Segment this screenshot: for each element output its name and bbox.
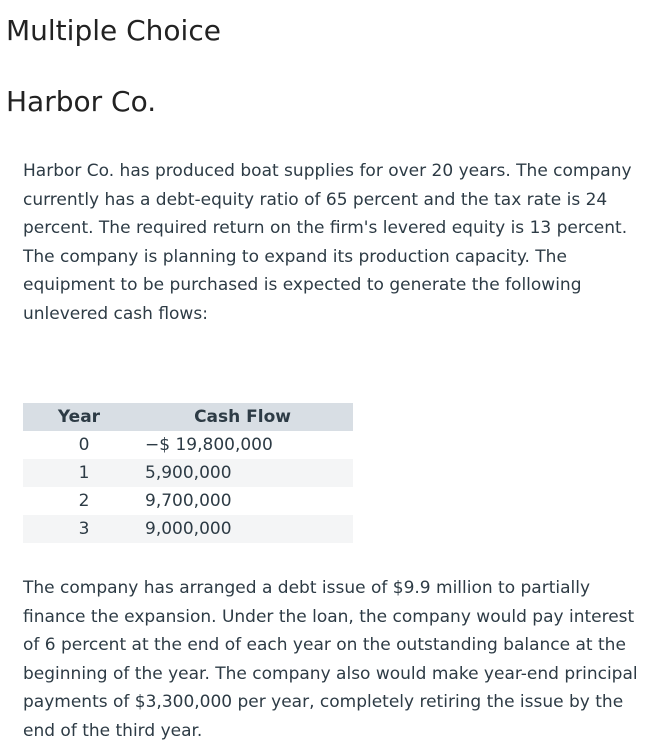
table-row [23,431,353,459]
cash-flow-column-header: Cash Flow [145,403,353,431]
intro-paragraph: Harbor Co. has produced boat supplies for over 20 years. The company currently has a debt-equity ratio of 65 percent and the tax rate is 24 percent. The required return on the firm's levered equity is 13 percent. The company is planning to expand its production capacity. The equipment to be purchased is expected to generate the following unlevered cash flows: [23,161,632,324]
loan-paragraph: The company has arranged a debt issue of $9.9 million to partially finance the expansion. Under the loan, the company would pay interest of 6 percent at the end of each year on the outstanding balance at the beginning of the year. The company also would make year-end principal payments of $3,300,000 per year, completely retiring the issue by the end of the third year. [23,578,638,741]
table-row [23,459,353,487]
year-cell: 2 [78,491,90,511]
cash-flow-cell: 9,700,000 [145,491,232,511]
year-cell: 0 [78,435,90,455]
table-row [23,487,353,515]
company-title: Harbor Co. [6,85,157,118]
cash-flow-cell: −$ 19,800,000 [145,435,273,455]
year-cell: 3 [23,515,145,543]
cash-flow-table [23,403,353,543]
year-column-header: Year [23,403,145,431]
cash-flow-cell: 5,900,000 [145,459,353,487]
question-type-heading: Multiple Choice [6,14,221,47]
table-header-row [23,403,353,431]
cash-flow-cell: 9,000,000 [145,515,353,543]
year-cell: 1 [23,459,145,487]
table-row [23,515,353,543]
